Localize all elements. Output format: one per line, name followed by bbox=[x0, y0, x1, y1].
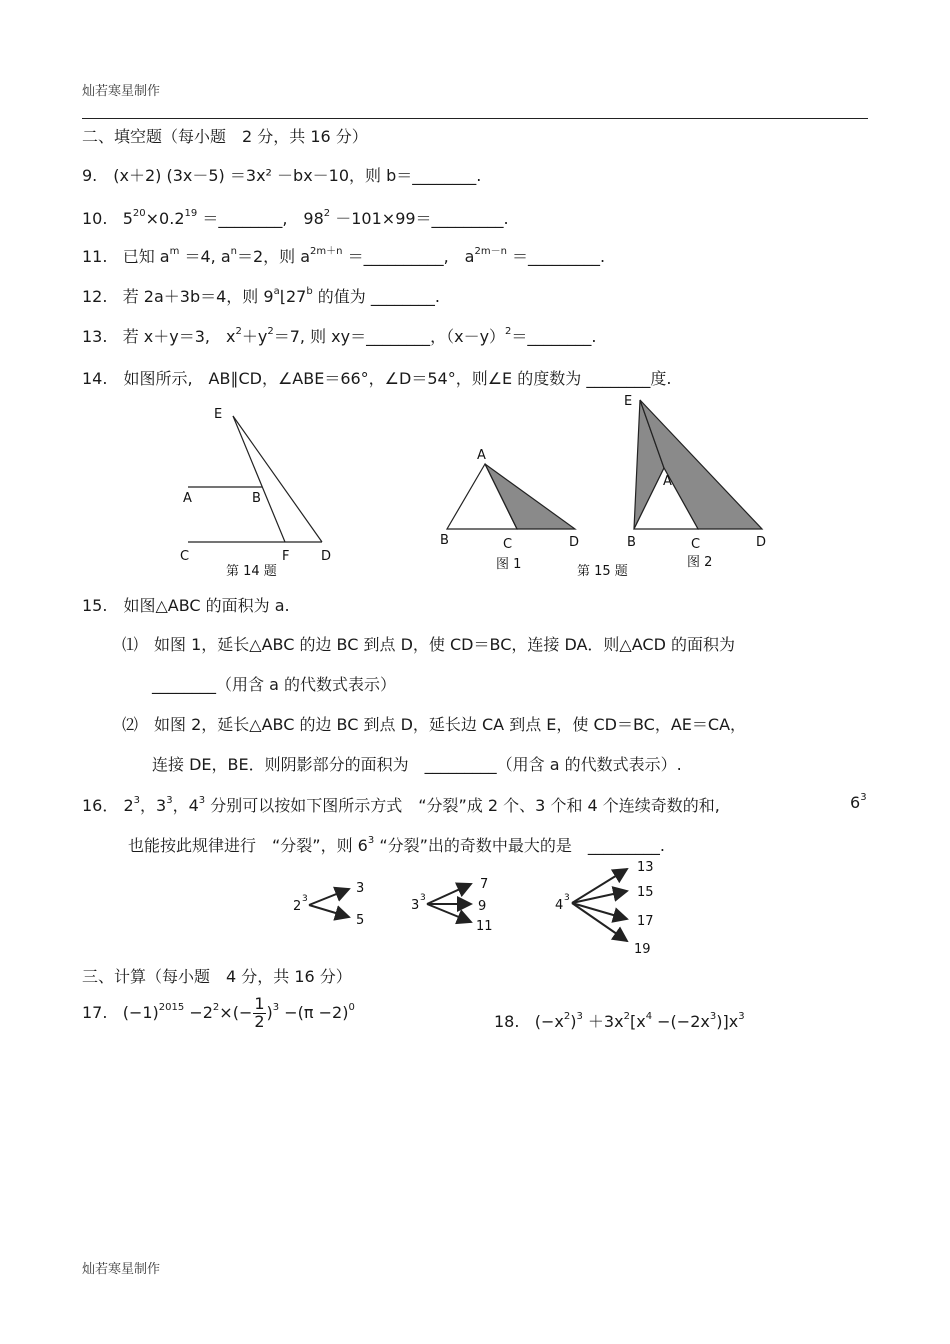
header-rule bbox=[82, 118, 868, 119]
question-15-part1-line1: ⑴ 如图 1，延长△ABC 的边 BC 到点 D，使 CD＝BC，连接 DA．则△ACD 的面积为 bbox=[122, 635, 735, 654]
q16-exponent: 3 bbox=[367, 835, 375, 846]
figure-14 bbox=[170, 398, 350, 583]
question-13 bbox=[82, 324, 597, 347]
q16-part: 2 bbox=[123, 796, 134, 815]
q17-fraction bbox=[253, 996, 265, 1031]
question-11 bbox=[82, 244, 605, 267]
q17-exponent: 2015 bbox=[158, 1001, 185, 1013]
question-14: 14. 如图所示, AB∥CD，∠ABE＝66°，∠D＝54°，则∠E 的度数为 ________度. bbox=[82, 369, 672, 388]
q18-exponent: 4 bbox=[645, 1011, 653, 1022]
section-3-title: 三、计算（每小题 4 分，共 16 分） bbox=[82, 967, 352, 986]
q10-exponent: 20 bbox=[132, 208, 146, 219]
q16-part: 也能按此规律进行 “分裂”，则 6 bbox=[128, 836, 368, 855]
fig1-shaded-triangle bbox=[485, 464, 575, 529]
label-d: D bbox=[321, 549, 332, 564]
q12-part: 的值为 ________. bbox=[312, 287, 440, 306]
q16-exponent: 3 bbox=[166, 795, 173, 806]
split-g3-item-2: 15 bbox=[637, 885, 654, 900]
fig1-label-d: D bbox=[569, 535, 580, 550]
split-g2-label: 3 bbox=[411, 898, 420, 913]
fig1-label-a: A bbox=[477, 448, 486, 463]
question-15-intro: 15. 如图△ABC 的面积为 a. bbox=[82, 596, 290, 615]
q12-number: 12. bbox=[82, 287, 108, 306]
q17-exponent: 2 bbox=[212, 1001, 220, 1013]
question-12 bbox=[82, 284, 440, 307]
split-g1-item-1: 3 bbox=[356, 881, 365, 896]
q18-part: ) bbox=[570, 1012, 577, 1031]
question-18 bbox=[494, 1009, 745, 1032]
q17-exponent: 0 bbox=[348, 1001, 355, 1013]
q16-part: 分别可以按如下图所示方式 “分裂”成 2 个、3 个和 4 个连续奇数的和, bbox=[205, 796, 720, 815]
q13-part: ＝________. bbox=[511, 327, 597, 346]
q11-exponent: 2m＋n bbox=[310, 246, 343, 257]
arrow bbox=[572, 903, 627, 941]
q17-part: −2 bbox=[184, 1002, 213, 1022]
q16-part: “分裂”出的奇数中最大的是 _________. bbox=[374, 836, 665, 855]
split-g3-item-3: 17 bbox=[637, 914, 654, 929]
q17-part: ) bbox=[266, 1002, 273, 1022]
q16-part: ，4 bbox=[172, 796, 199, 815]
footer-maker: 灿若寒星制作 bbox=[82, 1262, 161, 1277]
q18-part: [x bbox=[629, 1012, 646, 1031]
split-diagram bbox=[285, 855, 675, 963]
question-15-part2-line1: ⑵ 如图 2，延长△ABC 的边 BC 到点 D，延长边 CA 到点 E，使 CD＝BC，AE＝CA， bbox=[122, 715, 747, 734]
q11-part: ＝__________, a bbox=[342, 247, 475, 266]
q17-part: −(π −2) bbox=[279, 1002, 349, 1022]
q16-six-cubed bbox=[850, 793, 867, 812]
fig2-caption: 图 2 bbox=[687, 555, 713, 570]
q10-number: 10. bbox=[82, 209, 108, 228]
q12-exponent: a bbox=[273, 286, 280, 297]
figure-14-caption: 第 14 题 bbox=[226, 564, 277, 579]
arrow bbox=[309, 905, 349, 917]
figure-15 bbox=[430, 388, 780, 583]
q10-part: ×0.2 bbox=[145, 209, 185, 228]
q11-exponent: m bbox=[169, 246, 180, 257]
q16-exponent: 3 bbox=[860, 792, 867, 803]
label-b: B bbox=[252, 491, 261, 506]
q12-part: 若 2a＋3b＝4，则 9 bbox=[122, 287, 274, 306]
q18-number: 18. bbox=[494, 1012, 520, 1031]
split-g1-label: 2 bbox=[293, 899, 302, 914]
section-2-title: 二、填空题（每小题 2 分，共 16 分） bbox=[82, 127, 368, 146]
label-a: A bbox=[183, 491, 192, 506]
q16-exponent: 3 bbox=[133, 795, 141, 806]
q11-part: ＝4, a bbox=[179, 247, 231, 266]
split-g2-item-3: 11 bbox=[476, 919, 493, 934]
question-15-part2-line2: 连接 DE，BE．则阴影部分的面积为 _________（用含 a 的代数式表示）. bbox=[152, 755, 682, 774]
arrow bbox=[427, 884, 471, 904]
question-9: 9. (x＋2) (3x－5) ＝3x² －bx－10，则 b＝________. bbox=[82, 166, 482, 185]
split-g3-label: 4 bbox=[555, 898, 564, 913]
arrow bbox=[427, 904, 471, 922]
q16-part: 6 bbox=[850, 793, 861, 812]
split-g1-item-2: 5 bbox=[356, 913, 365, 928]
q10-exponent: 19 bbox=[184, 208, 198, 219]
q12-part: ⌊27 bbox=[279, 287, 307, 306]
q18-exponent: 3 bbox=[738, 1011, 745, 1022]
header-maker: 灿若寒星制作 bbox=[82, 84, 161, 99]
q13-part: 若 x＋y＝3, x bbox=[122, 327, 236, 346]
label-f: F bbox=[282, 549, 290, 564]
q13-part: ＝7, 则 xy＝________，（x－y） bbox=[273, 327, 506, 346]
split-g3-exp: 3 bbox=[564, 893, 570, 903]
q11-exponent: 2m－n bbox=[474, 246, 507, 257]
q18-exponent: 2 bbox=[623, 1011, 630, 1022]
q17-part: ×(− bbox=[219, 1002, 253, 1022]
q13-number: 13. bbox=[82, 327, 108, 346]
question-17 bbox=[82, 996, 355, 1031]
split-g2-item-1: 7 bbox=[480, 877, 489, 892]
q17-exponent: 3 bbox=[272, 1001, 280, 1013]
question-15-part1-line2: ________（用含 a 的代数式表示） bbox=[152, 675, 396, 694]
split-g2-exp: 3 bbox=[420, 893, 426, 903]
arrow bbox=[572, 903, 627, 919]
q16-exponent: 3 bbox=[198, 795, 206, 806]
figure-15-caption: 第 15 题 bbox=[577, 564, 628, 579]
question-16-line2 bbox=[128, 833, 665, 856]
q13-exponent: 2 bbox=[267, 326, 274, 337]
q11-number: 11. bbox=[82, 247, 108, 266]
q10-part: ＝________, 98 bbox=[197, 209, 324, 228]
q16-number: 16． bbox=[82, 796, 119, 815]
q18-part: (−x bbox=[534, 1012, 564, 1031]
fraction-denominator: 2 bbox=[254, 1011, 265, 1031]
q11-part: 已知 a bbox=[122, 247, 170, 266]
fig1-label-b: B bbox=[440, 533, 449, 548]
q16-part: ，3 bbox=[140, 796, 167, 815]
label-c: C bbox=[180, 549, 190, 564]
q13-part: ＋y bbox=[241, 327, 268, 346]
fig2-label-b: B bbox=[627, 535, 636, 550]
split-g3-item-4: 19 bbox=[634, 942, 651, 957]
question-16-line1 bbox=[82, 793, 720, 816]
q11-part: ＝_________. bbox=[506, 247, 606, 266]
split-g1-exp: 3 bbox=[302, 894, 308, 904]
q10-part: 5 bbox=[122, 209, 133, 228]
fig2-label-c: C bbox=[691, 537, 701, 552]
q17-part: (−1) bbox=[122, 1002, 159, 1022]
fraction-numerator: 1 bbox=[254, 994, 265, 1013]
q18-exponent: 2 bbox=[563, 1011, 571, 1022]
q18-part: ＋3x bbox=[582, 1012, 624, 1031]
fig1-caption: 图 1 bbox=[496, 557, 522, 572]
q10-part: －101×99＝_________. bbox=[330, 209, 509, 228]
q17-number: 17. bbox=[82, 1002, 108, 1022]
split-g2-item-2: 9 bbox=[478, 899, 487, 914]
q18-part: −(−2x bbox=[652, 1012, 710, 1031]
q11-part: ＝2，则 a bbox=[236, 247, 311, 266]
q11-exponent: n bbox=[230, 246, 237, 257]
label-e: E bbox=[214, 407, 223, 422]
q13-exponent: 2 bbox=[505, 326, 512, 337]
q18-exponent: 3 bbox=[709, 1011, 717, 1022]
q12-exponent: b bbox=[306, 286, 313, 297]
fig2-label-d: D bbox=[756, 535, 767, 550]
q10-exponent: 2 bbox=[323, 208, 331, 219]
q18-part: )]x bbox=[716, 1012, 739, 1031]
split-g3-item-1: 13 bbox=[637, 860, 654, 875]
q18-exponent: 3 bbox=[576, 1011, 583, 1022]
question-10 bbox=[82, 206, 509, 229]
q13-exponent: 2 bbox=[235, 326, 242, 337]
fig1-label-c: C bbox=[503, 537, 513, 552]
fig2-label-a: A bbox=[663, 474, 672, 489]
arrow bbox=[309, 889, 349, 905]
fig2-label-e: E bbox=[624, 394, 633, 409]
